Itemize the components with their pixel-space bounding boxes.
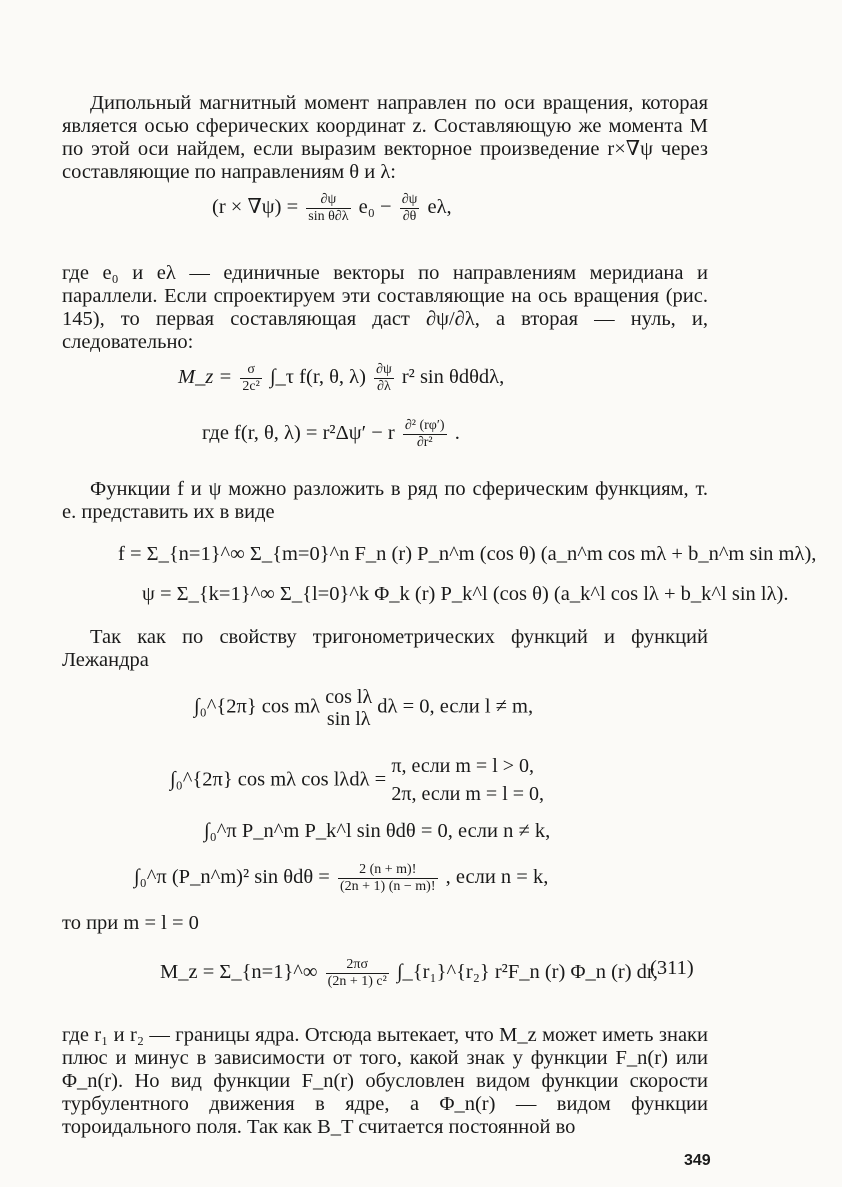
eq2-f1-numerator: σ xyxy=(247,362,255,377)
eq1-f2-denominator: ∂θ xyxy=(400,208,420,225)
eq6-integral: ∫₀^{2π} cos mλ xyxy=(194,695,321,718)
eq10-fraction xyxy=(326,957,389,990)
eq7-case-1: π, если m = l > 0, xyxy=(391,755,535,777)
eq3-lhs: где f(r, θ, λ) = r²Δψ′ − r xyxy=(202,422,395,445)
eq10-numerator: 2πσ xyxy=(346,957,369,972)
eq9-lhs: ∫₀^π (P_n^m)² sin θdθ = xyxy=(134,866,330,889)
eq1-fraction-1 xyxy=(306,192,350,225)
equation-legendre-orthogonality: ∫₀^π P_n^m P_k^l sin θdθ = 0, если n ≠ k, xyxy=(204,820,551,842)
eq2-f2-denominator: ∂λ xyxy=(374,378,394,395)
eq1-lhs: (r × ∇ψ) = xyxy=(212,196,299,219)
paragraph-1: Дипольный магнитный момент направлен по оси вращения, которая является осью сферических координат z. Составляющую же момента M по этой оси найдем, если выразим векторное произведение r×∇ψ через составляющие по направлениям θ и λ: xyxy=(62,92,708,183)
eq1-mid: e₀ − xyxy=(358,196,392,219)
eq10-end: ∫_{r₁}^{r₂} r²F_n (r) Φ_n (r) dr, xyxy=(396,961,659,984)
eq6-bottom: sin lλ xyxy=(326,708,371,730)
equation-311 xyxy=(160,957,658,990)
eq9-numerator: 2 (n + m)! xyxy=(359,862,417,877)
paragraph-6: где r₁ и r₂ — границы ядра. Отсюда вытекает, что M_z может иметь знаки плюс и минус в зависимости от того, какой знак у функции F_n(r) или Φ_n(r). Но вид функции F_n(r) обусловлен видом функции скорости турбулентного движения в ядре, а Φ_n(r) — видом функции тороидального поля. Так как B_T считается постоянной во xyxy=(62,1024,708,1138)
eq7-lhs: ∫₀^{2π} cos mλ cos lλdλ = xyxy=(170,768,387,791)
eq10-lhs: M_z = Σ_{n=1}^∞ xyxy=(160,961,318,984)
eq1-end: eλ, xyxy=(427,196,452,219)
eq6-stack xyxy=(325,686,372,730)
eq2-f1-denominator: 2c² xyxy=(242,379,260,394)
eq2-lhs: M_z = xyxy=(178,366,233,389)
eq6-end: dλ = 0, если l ≠ m, xyxy=(377,695,534,718)
eq9-denominator: (2n + 1) (n − m)! xyxy=(340,879,436,894)
eq2-f2-numerator: ∂ψ xyxy=(376,362,392,377)
paragraph-3: Функции f и ψ можно разложить в ряд по сферическим функциям, т. е. представить их в виде xyxy=(62,478,708,523)
eq2-end: r² sin θdθdλ, xyxy=(401,366,505,389)
eq9-fraction xyxy=(338,862,438,895)
eq1-f1-numerator: ∂ψ xyxy=(320,192,337,207)
paragraph-2: где e₀ и eλ — единичные векторы по направлениям меридиана и параллели. Если спроектируем эти составляющие на ось вращения (рис. 145), то первая составляющая даст ∂ψ/∂λ, а вторая — нуль, и, следовательно: xyxy=(62,262,708,353)
equation-orthogonality-2 xyxy=(170,752,544,808)
equation-mz-integral xyxy=(178,362,504,395)
eq10-denominator: (2n + 1) c² xyxy=(327,974,387,989)
eq3-denominator: ∂r² xyxy=(403,434,447,451)
equation-f-definition xyxy=(202,418,460,451)
eq7-case-2: 2π, если m = l = 0, xyxy=(391,783,545,805)
eq3-fraction xyxy=(403,418,447,451)
eq2-mid: ∫_τ f(r, θ, λ) xyxy=(269,366,366,389)
eq7-cases xyxy=(391,752,544,808)
equation-f-series: f = Σ_{n=1}^∞ Σ_{m=0}^n F_n (r) P_n^m (cos θ) (a_n^m cos mλ + b_n^m sin mλ), xyxy=(118,543,817,565)
page-number: 349 xyxy=(684,1152,711,1169)
eq1-fraction-2 xyxy=(400,192,420,225)
eq1-f2-numerator: ∂ψ xyxy=(401,192,418,207)
equation-legendre-norm xyxy=(134,862,548,895)
paragraph-5: то при m = l = 0 xyxy=(62,912,199,934)
equation-cross-product xyxy=(212,192,452,225)
eq6-top: cos lλ xyxy=(325,686,373,708)
eq1-f1-denominator: sin θ∂λ xyxy=(308,209,349,224)
paragraph-4: Так как по свойству тригонометрических функций и функций Лежандра xyxy=(62,626,708,671)
eq2-fraction-2 xyxy=(374,362,394,395)
eq3-numerator: ∂² (rφ′) xyxy=(404,418,445,433)
eq3-end: . xyxy=(454,422,460,445)
eq9-end: , если n = k, xyxy=(445,866,549,889)
eq2-fraction-1 xyxy=(240,362,261,395)
equation-number: (311) xyxy=(650,957,694,979)
equation-orthogonality-1 xyxy=(194,686,533,730)
equation-psi-series: ψ = Σ_{k=1}^∞ Σ_{l=0}^k Φ_k (r) P_k^l (cos θ) (a_k^l cos lλ + b_k^l sin lλ). xyxy=(142,583,789,605)
